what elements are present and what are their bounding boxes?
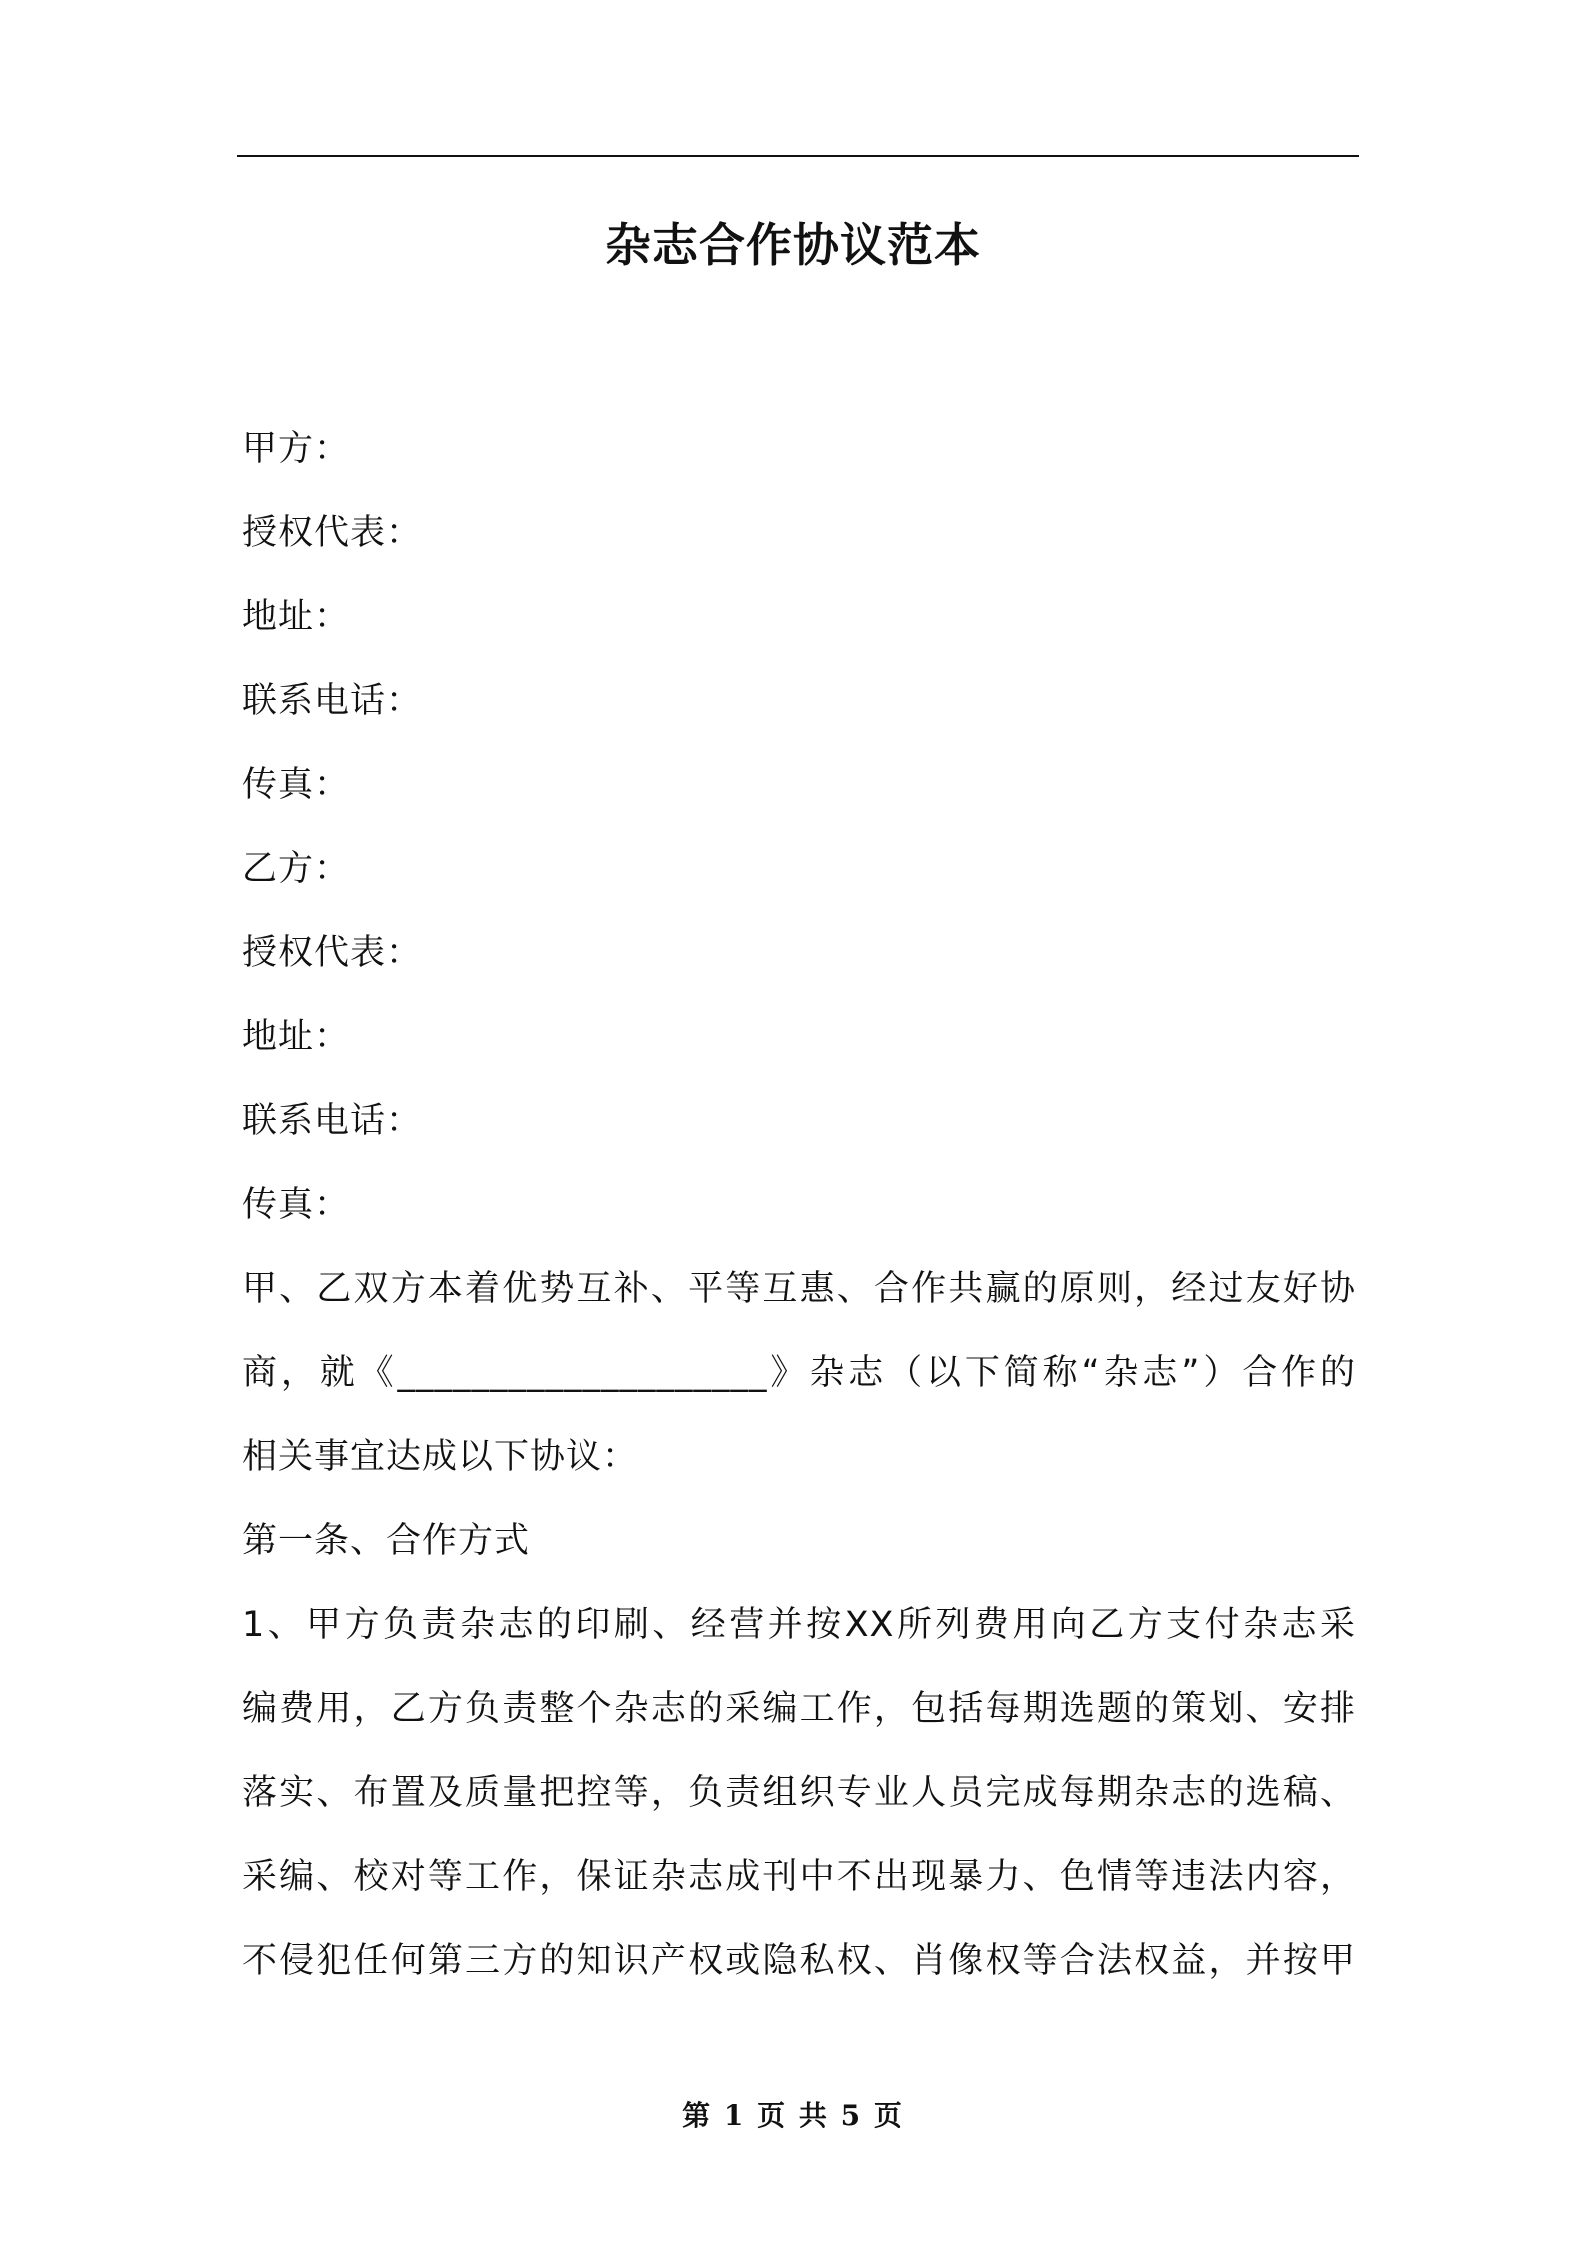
party-b-phone-label: 联系电话： — [242, 1101, 423, 1141]
party-a-fax-label: 传真： — [242, 765, 351, 805]
party-b-fax-label: 传真： — [242, 1185, 351, 1225]
document-body — [242, 407, 1356, 2003]
party-a-label: 甲方： — [242, 429, 351, 469]
preamble-line: 相关事宜达成以下协议： — [242, 1437, 639, 1477]
party-b-address-label: 地址： — [242, 1017, 351, 1057]
party-a-phone-label: 联系电话： — [242, 681, 423, 721]
party-b-label: 乙方： — [242, 849, 351, 889]
preamble-line: 商，就《____________________》杂志（以下简称“杂志”）合作的 — [242, 1353, 1356, 1393]
preamble-line: 甲、乙双方本着优势互补、平等互惠、合作共赢的原则，经过友好协 — [242, 1269, 1356, 1309]
party-a-address-label: 地址： — [242, 597, 351, 637]
clause-line: 1、甲方负责杂志的印刷、经营并按XX所列费用向乙方支付杂志采 — [242, 1605, 1356, 1645]
party-a-representative-label: 授权代表： — [242, 513, 423, 553]
clause-line: 不侵犯任何第三方的知识产权或隐私权、肖像权等合法权益，并按甲 — [242, 1941, 1356, 1981]
page-footer: 第 1 页 共 5 页 — [682, 2099, 904, 2132]
clause-line: 采编、校对等工作，保证杂志成刊中不出现暴力、色情等违法内容， — [242, 1857, 1356, 1897]
clause-line: 编费用，乙方负责整个杂志的采编工作，包括每期选题的策划、安排 — [242, 1689, 1356, 1729]
clause-line: 落实、布置及质量把控等，负责组织专业人员完成每期杂志的选稿、 — [242, 1773, 1356, 1813]
document-title: 杂志合作协议范本 — [605, 218, 981, 272]
party-b-representative-label: 授权代表： — [242, 933, 423, 973]
header-rule — [237, 155, 1359, 157]
article-heading: 第一条、合作方式 — [242, 1521, 531, 1561]
